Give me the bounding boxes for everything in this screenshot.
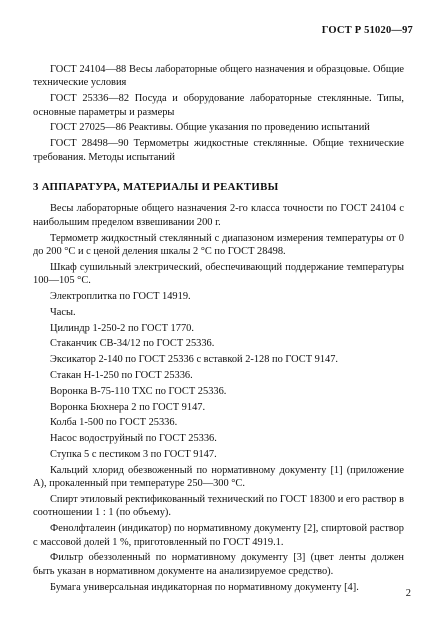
equipment-item: Насос водоструйный по ГОСТ 25336. <box>50 433 217 445</box>
equipment-item: Весы лабораторные общего назначения 2-го класса точности по ГОСТ 24104 с наибольшим пределом взвешивании 200 г. <box>33 203 404 228</box>
equipment-item: Воронка В-75-110 ТХС по ГОСТ 25336. <box>50 385 227 397</box>
reference-line: ГОСТ 27025—86 Реактивы. Общие указания по проведению испытаний <box>50 122 370 134</box>
equipment-item: Термометр жидкостный стеклянный с диапазоном измерения температуры от 0 до 200 °С и с ценой деления шкалы 2 °С по ГОСТ 28498. <box>33 232 404 258</box>
equipment-item: Воронка Бюхнера 2 по ГОСТ 9147. <box>50 401 206 413</box>
equipment-item: Кальций хлорид обезвоженный по нормативному документу [1] (приложение А), прокаленный при температуре 250—300 °С. <box>33 464 404 490</box>
equipment-item: Цилиндр 1-250-2 по ГОСТ 1770. <box>50 322 194 334</box>
equipment-item: Спирт этиловый ректификованный технический по ГОСТ 18300 и его раствор в соотношении 1 : 1 (по объему). <box>33 494 404 519</box>
document-body <box>33 63 404 596</box>
page-number: 2 <box>405 588 411 599</box>
equipment-item: Электроплитка по ГОСТ 14919. <box>50 291 191 303</box>
reference-line: ГОСТ 25336—82 Посуда и оборудование лабораторные стеклянные. Типы, основные параметры и размеры <box>33 93 404 118</box>
reference-line: ГОСТ 28498—90 Термометры жидкостные стеклянные. Общие технические требования. Методы испытаний <box>33 138 404 163</box>
equipment-item: Фильтр обеззоленный по нормативному документу [3] (цвет ленты должен быть указан в нормативном документе на анализируемое средство). <box>33 552 404 577</box>
equipment-item: Ступка 5 с пестиком 3 по ГОСТ 9147. <box>50 449 217 460</box>
equipment-item: Фенолфталеин (индикатор) по нормативному документу [2], спиртовой раствор с массовой долей 1 %, приготовленный по ГОСТ 4919.1. <box>33 523 404 548</box>
equipment-item: Бумага универсальная индикаторная по нормативному документу [4]. <box>50 581 359 593</box>
equipment-item: Стакан Н-1-250 по ГОСТ 25336. <box>50 370 193 382</box>
equipment-item: Часы. <box>50 306 76 318</box>
reference-line: ГОСТ 24104—88 Весы лабораторные общего назначения и образцовые. Общие технические условия <box>33 64 404 89</box>
equipment-item: Шкаф сушильный электрический, обеспечивающий поддержание температуры 100—105 °С. <box>33 261 404 287</box>
equipment-item: Эксикатор 2-140 по ГОСТ 25336 с вставкой 2-128 по ГОСТ 9147. <box>50 354 339 366</box>
document-header: ГОСТ Р 51020—97 <box>321 25 413 36</box>
equipment-item: Колба 1-500 по ГОСТ 25336. <box>50 417 178 429</box>
normative-references <box>33 63 404 164</box>
section-heading: 3 АППАРАТУРА, МАТЕРИАЛЫ И РЕАКТИВЫ <box>33 181 279 194</box>
equipment-list <box>33 202 404 594</box>
equipment-item: Стаканчик СВ-34/12 по ГОСТ 25336. <box>50 338 215 350</box>
